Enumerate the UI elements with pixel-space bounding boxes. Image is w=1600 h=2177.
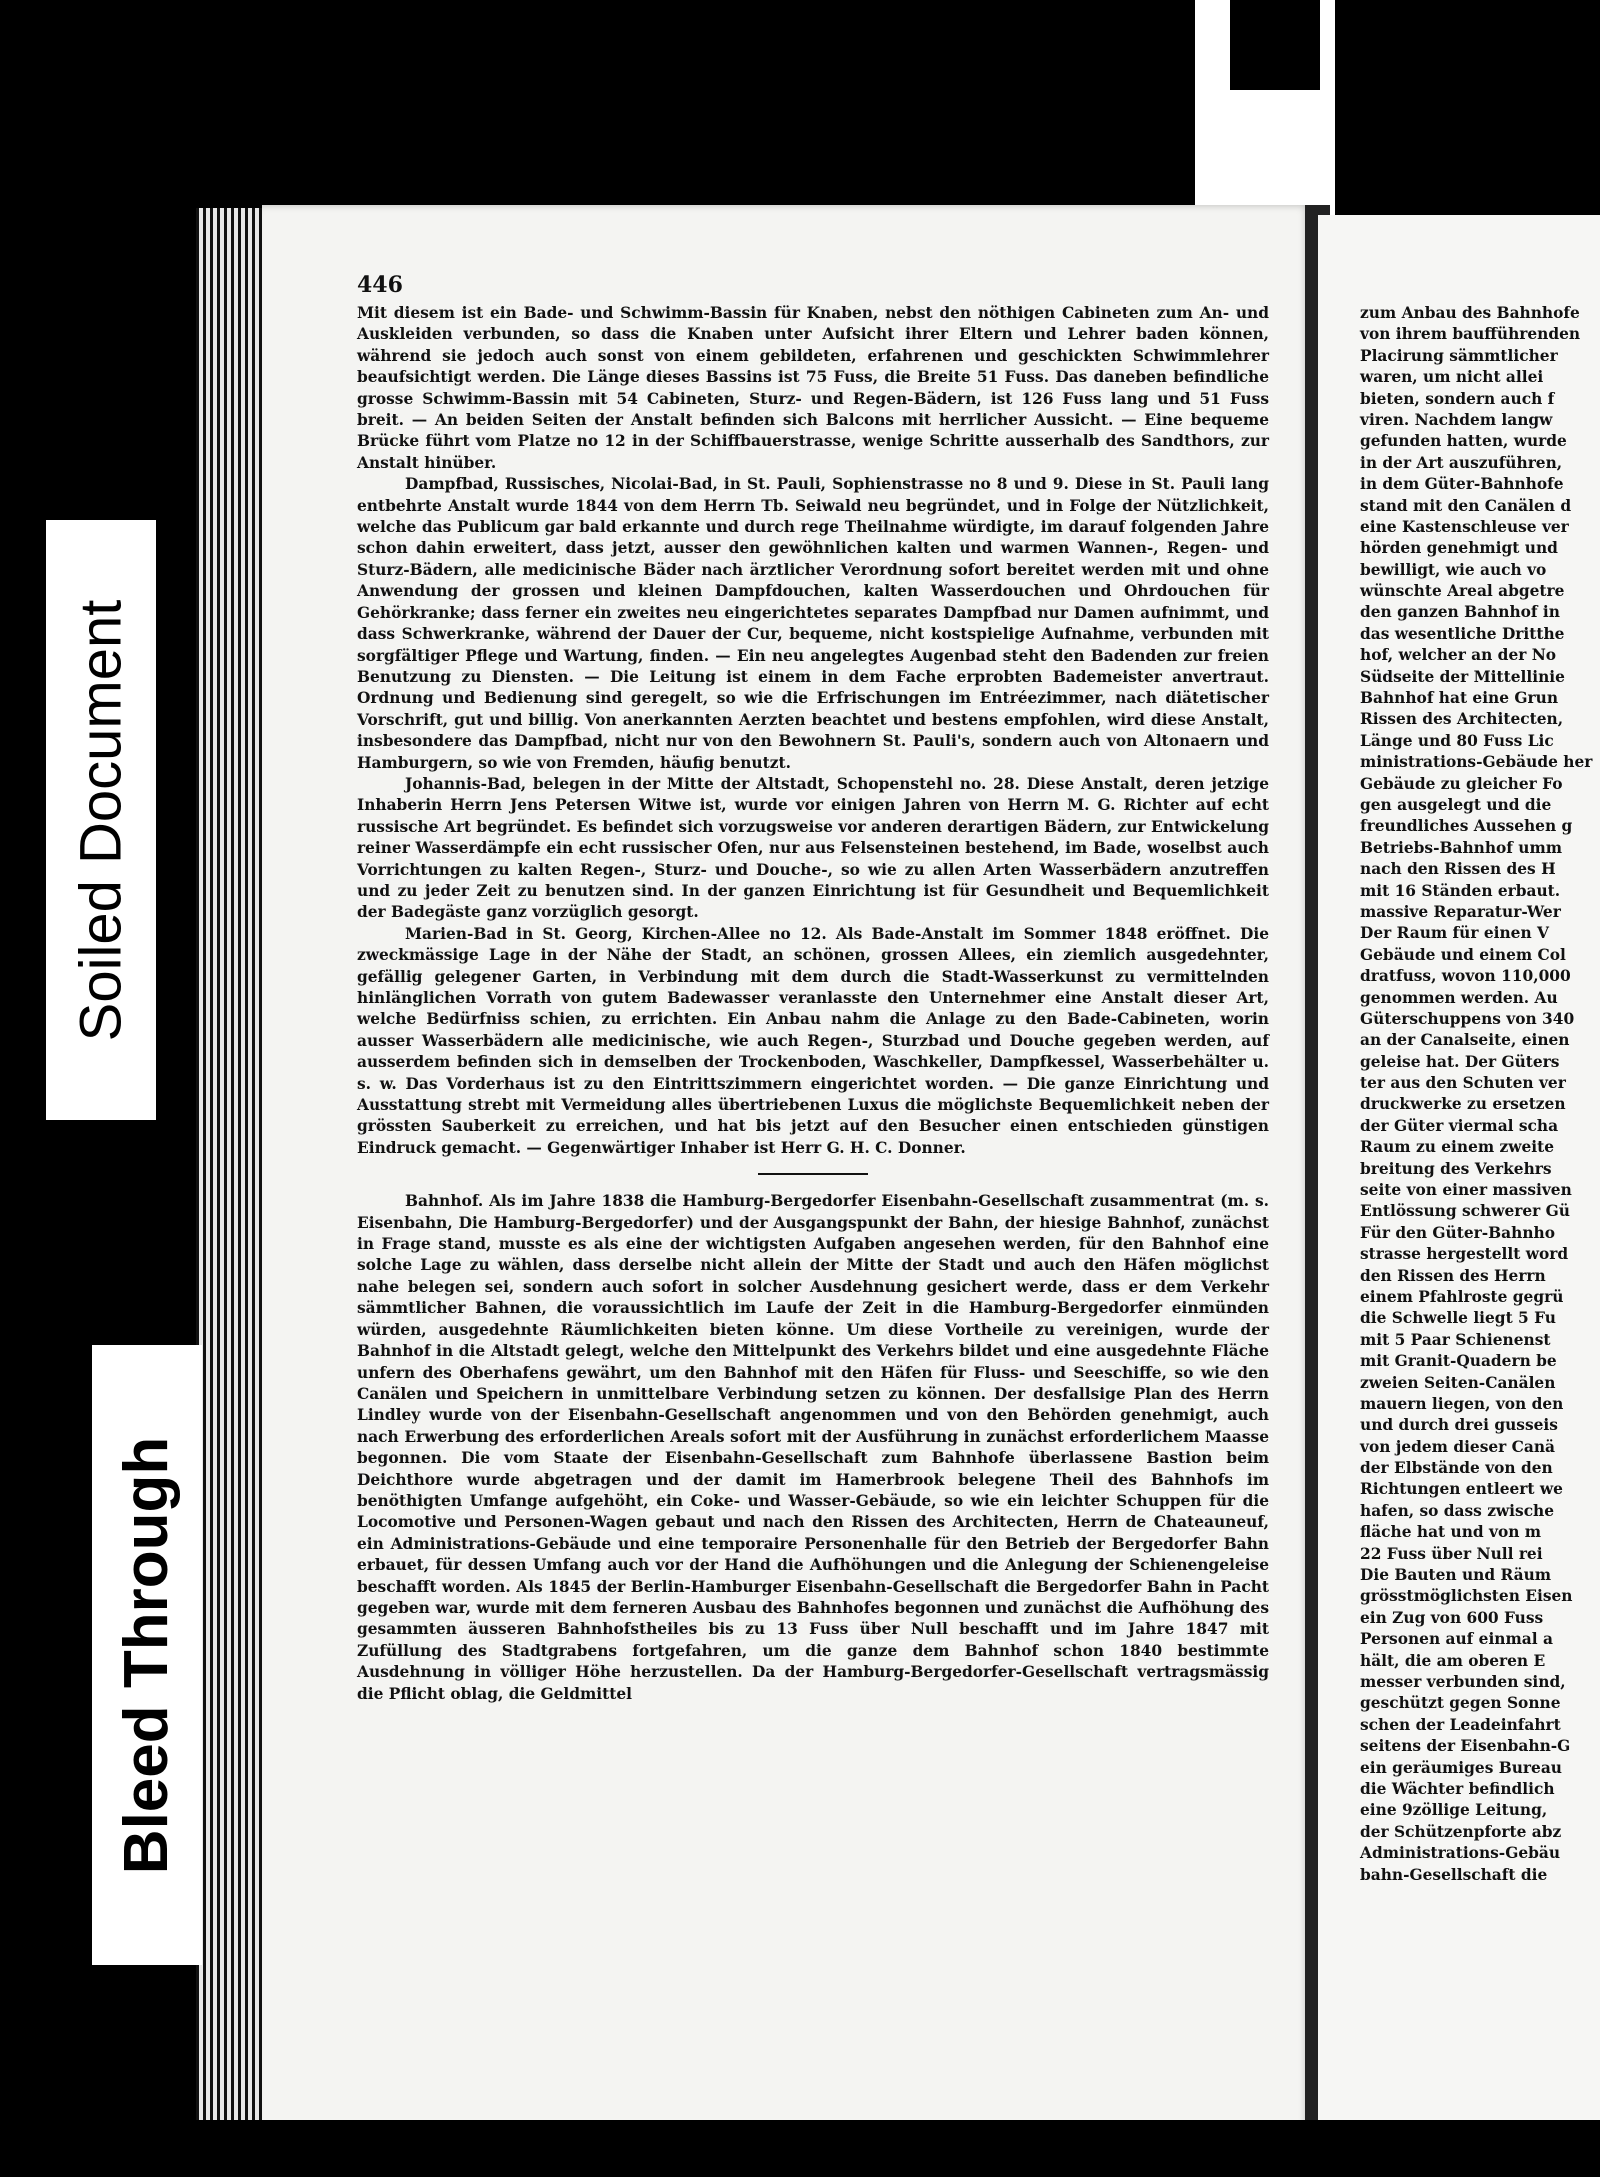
right-column-line: seite von einer massiven bbox=[1360, 1181, 1572, 1200]
right-column-line: zweien Seiten-Canälen bbox=[1360, 1373, 1556, 1392]
page-number: 446 bbox=[357, 272, 403, 298]
right-column-line: die Schwelle liegt 5 Fu bbox=[1360, 1309, 1556, 1328]
right-column-line: Administrations-Gebäu bbox=[1360, 1844, 1561, 1863]
paragraph-schwimm-bassin: Mit diesem ist ein Bade- und Schwimm-Bassin für Knaben, nebst den nöthigen Cabineten zum An- und Auskleiden verbunden, so dass die Knaben unter Aufsicht ihrer Eltern und Lehrer baden können, während sie jedoch auch sonst von einem gebildeten, erfahrenen und geschickten Schwimmlehrer beaufsichtigt werden. Die Länge dieses Bassins ist 75 Fuss, die Breite 51 Fuss. Das daneben befindliche grosse Schwimm-Bassin mit 54 Cabineten, Sturz- und Regen-Bädern, ist 126 Fuss lang und 51 Fuss breit. — An beiden Seiten der Anstalt befinden sich Balcons mit herrlicher Aussicht. — Eine bequeme Brücke führt vom Platze no 12 in der Schiffbauerstrasse, wenige Schritte ausserhalb des Sandthors, zur Anstalt hinüber. bbox=[357, 304, 1269, 472]
right-column-line: Die Bauten und Räum bbox=[1360, 1566, 1552, 1585]
page-edges bbox=[196, 208, 266, 2128]
right-column-line: messer verbunden sind, bbox=[1360, 1673, 1566, 1691]
paragraph-marien-bad: Marien-Bad in St. Georg, Kirchen-Allee no 12. Als Bade-Anstalt im Sommer 1848 eröffnet. Die zweckmässige Lage in der Nähe der Stadt, an schönen, grossen Allees, ein ziemlich ausgedehnter, gefällig gelegener Garten, in Verbindung mit dem durch die Stadt-Wasserkunst zu vermittelnden hinlänglichen Vorrath von gutem Badewasser veranlasste den Unternehmer eine Anstalt dieser Art, welche Bedürfniss schien, zu errichten. Ein Anbau nahm die Anlage zu den Bade-Cabineten, worin ausser Wasserbädern alle medicinische, wie auch Regen-, Sturzbad und Douche gegeben werden, auf ausserdem befinden sich in demselben der Trockenboden, Waschkeller, Dampfkessel, Wasserbehälter u. s. w. Das Vorderhaus ist zu den Eintrittszimmern eingerichtet worden. — Die ganze Einrichtung und Ausstattung strebt mit Vermeidung alles übertriebenen Luxus die möglichste Bequemlichkeit neben der grössten Sauberkeit zu erreichen, und hat bis jetzt auf den Besucher einen entschieden günstigen Eindruck gemacht. — Gegenwärtiger Inhaber ist Herr G. H. C. Donner. bbox=[357, 924, 1269, 1157]
right-column-line: ministrations-Gebäude her bbox=[1360, 753, 1593, 772]
right-column-line: waren, um nicht allei bbox=[1360, 368, 1544, 387]
right-column-line: Der Raum für einen V bbox=[1360, 924, 1549, 943]
right-column-line: eine Kastenschleuse ver bbox=[1360, 517, 1569, 536]
right-column-line: Gebäude zu gleicher Fo bbox=[1360, 774, 1563, 793]
right-column-line: ter aus den Schuten ver bbox=[1360, 1074, 1566, 1093]
bleed-through-label bbox=[92, 1345, 202, 1965]
right-column-line: Entlössung schwerer Gü bbox=[1360, 1202, 1570, 1221]
right-column-line: viren. Nachdem langw bbox=[1360, 410, 1553, 429]
right-column-line: der Elbstände von den bbox=[1360, 1459, 1553, 1478]
right-column-line: in der Art auszuführen, bbox=[1360, 453, 1563, 472]
right-column-line: den ganzen Bahnhof in bbox=[1360, 603, 1560, 622]
right-column-line: 22 Fuss über Null rei bbox=[1360, 1544, 1543, 1563]
right-column-line: von ihrem baufführenden bbox=[1360, 325, 1581, 344]
right-column-line: an der Canalseite, einen bbox=[1360, 1031, 1570, 1050]
scan-clip-shadow bbox=[1230, 0, 1320, 90]
right-column-line: ein geräumiges Bureau bbox=[1360, 1758, 1562, 1777]
right-column-line: geschützt gegen Sonne bbox=[1360, 1694, 1561, 1713]
right-column-line: massive Reparatur-Wer bbox=[1360, 902, 1561, 921]
right-column-line: Richtungen entleert we bbox=[1360, 1480, 1563, 1499]
right-column-line: eine 9zöllige Leitung, bbox=[1360, 1801, 1548, 1820]
soiled-document-text: Soiled Document bbox=[68, 599, 134, 1041]
right-page-text-column bbox=[1360, 303, 1600, 1886]
right-column-line: ein Zug von 600 Fuss bbox=[1360, 1608, 1544, 1627]
right-column-line: bewilligt, wie auch vo bbox=[1360, 560, 1547, 579]
right-column-line: druckwerke zu ersetzen bbox=[1360, 1095, 1566, 1114]
right-column-line: von jedem dieser Canä bbox=[1360, 1437, 1556, 1456]
right-column-line: wünschte Areal abgetre bbox=[1360, 582, 1565, 601]
right-column-line: Gebäude und einem Col bbox=[1360, 945, 1566, 964]
right-column-line: hält, die am oberen E bbox=[1360, 1651, 1546, 1670]
right-column-line: gefunden hatten, wurde bbox=[1360, 432, 1567, 451]
right-column-line: breitung des Verkehrs bbox=[1360, 1159, 1552, 1178]
right-column-line: Rissen des Architecten, bbox=[1360, 710, 1564, 729]
right-column-line: schen der Leadeinfahrt bbox=[1360, 1715, 1561, 1734]
scan-background-bottom bbox=[0, 2120, 1600, 2177]
right-column-line: Raum zu einem zweite bbox=[1360, 1138, 1555, 1157]
right-column-line: grösstmöglichsten Eisen bbox=[1360, 1587, 1573, 1606]
section-divider bbox=[758, 1173, 868, 1175]
right-column-line: hof, welcher an der No bbox=[1360, 646, 1557, 665]
paragraph-johannis-bad: Johannis-Bad, belegen in der Mitte der Altstadt, Schopenstehl no. 28. Diese Anstalt, deren jetzige Inhaberin Herrn Jens Petersen Witwe ist, wurde vor einigen Jahren von Herrn M. G. Richter auf echt russische Art begründet. Es befindet sich vorzugsweise vor anderen derartigen Bädern, zur Entwickelung reiner Wasserdämpfe ein echt russischer Ofen, nur aus Felsensteinen bestehend, im Bade, woselbst auch Vorrichtungen zu kalten Regen-, Sturz- und Douche-, so wie zu allen Arten Wasserbädern anzutreffen und zu jeder Zeit zu benutzen sind. In der ganzen Einrichtung ist für Gesundheit und Bequemlichkeit der Badegäste ganz vorzüglich gesorgt. bbox=[357, 774, 1269, 922]
right-column-line: mit 5 Paar Schienenst bbox=[1360, 1330, 1551, 1349]
right-column-line: freundliches Aussehen g bbox=[1360, 817, 1573, 836]
right-column-line: das wesentliche Dritthe bbox=[1360, 624, 1565, 643]
right-column-line: der Schützenpforte abz bbox=[1360, 1822, 1562, 1841]
bleed-through-text: Bleed Through bbox=[112, 1436, 182, 1874]
right-column-line: bahn-Gesellschaft die bbox=[1360, 1865, 1548, 1884]
right-column-line: Länge und 80 Fuss Lic bbox=[1360, 731, 1554, 750]
right-column-line: den Rissen des Herrn bbox=[1360, 1266, 1546, 1285]
scan-background-top bbox=[0, 0, 1600, 215]
right-column-line: bieten, sondern auch f bbox=[1360, 389, 1555, 408]
right-column-line: gen ausgelegt und die bbox=[1360, 795, 1552, 814]
right-column-line: seitens der Eisenbahn-G bbox=[1360, 1737, 1571, 1756]
right-column-line: Güterschuppens von 340 bbox=[1360, 1009, 1575, 1028]
right-column-line: und durch drei gusseis bbox=[1360, 1416, 1558, 1435]
right-column-line: stand mit den Canälen d bbox=[1360, 496, 1572, 515]
right-column-line: Bahnhof hat eine Grun bbox=[1360, 689, 1559, 708]
right-column-line: geleise hat. Der Güters bbox=[1360, 1052, 1560, 1071]
right-column-line: einem Pfahlroste gegrü bbox=[1360, 1287, 1564, 1306]
right-column-line: fläche hat und von m bbox=[1360, 1523, 1542, 1542]
right-column-line: Placirung sämmtlicher bbox=[1360, 346, 1558, 365]
main-text-column bbox=[357, 303, 1269, 1705]
right-column-line: der Güter viermal scha bbox=[1360, 1116, 1559, 1135]
right-column-line: genommen werden. Au bbox=[1360, 988, 1558, 1007]
paragraph-dampfbad: Dampfbad, Russisches, Nicolai-Bad, in St. Pauli, Sophienstrasse no 8 und 9. Diese in St. Pauli lang entbehrte Anstalt wurde 1844 von dem Herrn Tb. Seiwald neu begründet, und in Folge der Nützlichkeit, welche das Publicum gar bald erkannte und durch rege Theilnahme würdigte, im darauf folgenden Jahre schon dahin erweitert, dass jetzt, ausser den gewöhnlichen kalten und warmen Wannen-, Regen- und Sturz-Bädern, alle medicinische Bäder nach ärztlicher Verordnung sofort bereitet werden mit und ohne Anwendung der grossen und kleinen Dampfdouchen, kalten Wasserdouchen und Ohrdouchen für Gehörkranke; dass ferner ein zweites neu eingerichtetes separates Dampfbad nur Damen aufnimmt, und dass Schwerkranke, während der Dauer der Cur, bequeme, nicht kostspielige Aufnahme, verbunden mit sorgfältiger Pflege und Wartung, finden. — Ein neu angelegtes Augenbad steht den Badenden zur freien Benutzung zu Diensten. — Die Leitung ist einem in dem Fache erprobten Bademeister anvertraut. Ordnung und Bedienung sind geregelt, so wie die Erfrischungen im Entréezimmer, nach diätetischer Vorschrift, gut und billig. Von anerkannten Aerzten beachtet und bestens empfohlen, wird diese Anstalt, insbesondere das Dampfbad, nicht nur von den Bewohnern St. Pauli's, sondern auch von Altonaern und Hamburgern, so wie von Fremden, häufig benutzt. bbox=[357, 475, 1269, 772]
right-column-line: strasse hergestellt word bbox=[1360, 1245, 1569, 1264]
right-column-line: zum Anbau des Bahnhofe bbox=[1360, 304, 1580, 322]
right-column-line: mit Granit-Quadern be bbox=[1360, 1352, 1557, 1371]
right-column-line: Betriebs-Bahnhof umm bbox=[1360, 838, 1563, 857]
paragraph-bahnhof: Bahnhof. Als im Jahre 1838 die Hamburg-Bergedorfer Eisenbahn-Gesellschaft zusammentrat (m. s. Eisenbahn, Die Hamburg-Bergedorfer) und der Ausgangspunkt der Bahn, der hiesige Bahnhof, zunächst in Frage stand, musste es als eine der wichtigsten Aufgaben angesehen werden, für den Bahnhof eine solche Lage zu wählen, dass derselbe nicht allein der Mitte der Stadt und auch den Häfen möglichst nahe belegen sei, sondern auch sofort in solcher Ausdehnung gesichert werde, dass er dem Verkehr sämmtlicher Bahnen, die voraussichtlich im Laufe der Zeit in die Hamburg-Bergedorfer einmünden würden, ausgedehnte Räumlichkeiten bieten könne. Um diese Vortheile zu vereinigen, wurde der Bahnhof in die Altstadt gelegt, welche den Mittelpunkt des Verkehrs bildet und eine ausgedehnte Fläche unfern des Oberhafens gewährt, um den Bahnhof mit den Häfen für Fluss- und Seeschiffe, so wie den Canälen und Speichern in unmittelbare Verbindung setzen zu können. Der desfallsige Plan des Herrn Lindley wurde von der Eisenbahn-Gesellschaft angenommen und von den Behörden genehmigt, auch nach Erwerbung des erforderlichen Areals sofort mit der Ausführung in zunächst erforderlichem Maasse begonnen. Die vom Staate der Eisenbahn-Gesellschaft zum Bahnhofe überlassene Bastion beim Deichthore wurde abgetragen und der damit im Hamerbrook belegene Theil des Bahnhofs im benöthigten Umfange aufgehöht, ein Coke- und Wasser-Gebäude, so wie ein leichter Schuppen für die Locomotive und Personen-Wagen gebaut und nach den Rissen des Architecten, Herrn de Chateauneuf, ein Administrations-Gebäude und eine temporaire Personenhalle für den Betrieb der Bergedorfer Bahn erbauet, für dessen Umfang auch vor der Hand die Aufhöhungen und die Anlegung der Schienengeleise beschafft worden. Als 1845 der Berlin-Hamburger Eisenbahn-Gesellschaft die Bergedorfer Bahn in Pacht gegeben war, wurde mit dem ferneren Ausbau des Bahnhofes begonnen und zunächst die Aufhöhung des gesammten äusseren Bahnhofstheiles bis zu 13 Fuss über Null beschafft und im Jahre 1847 mit Zufüllung des Stadtgrabens fortgefahren, um die ganze dem Bahnhof schon 1840 bestimmte Ausdehnung in völliger Höhe herzustellen. Da der Hamburg-Bergedorfer-Gesellschaft vertragsmässig die Pflicht oblag, die Geldmittel bbox=[357, 1192, 1269, 1703]
right-column-line: nach den Rissen des H bbox=[1360, 860, 1556, 879]
right-column-line: Für den Güter-Bahnho bbox=[1360, 1223, 1555, 1242]
right-column-line: in dem Güter-Bahnhofe bbox=[1360, 475, 1564, 494]
right-column-line: mit 16 Ständen erbaut. bbox=[1360, 881, 1561, 900]
right-column-line: Südseite der Mittellinie bbox=[1360, 667, 1565, 686]
right-column-line: mauern liegen, von den bbox=[1360, 1394, 1564, 1413]
right-column-line: hafen, so dass zwische bbox=[1360, 1501, 1555, 1520]
right-column-line: hörden genehmigt und bbox=[1360, 539, 1558, 558]
right-column-line: Personen auf einmal a bbox=[1360, 1630, 1553, 1649]
right-column-line: die Wächter befindlich bbox=[1360, 1779, 1555, 1798]
soiled-document-label bbox=[46, 520, 156, 1120]
right-column-line: dratfuss, wovon 110,000 bbox=[1360, 967, 1571, 986]
